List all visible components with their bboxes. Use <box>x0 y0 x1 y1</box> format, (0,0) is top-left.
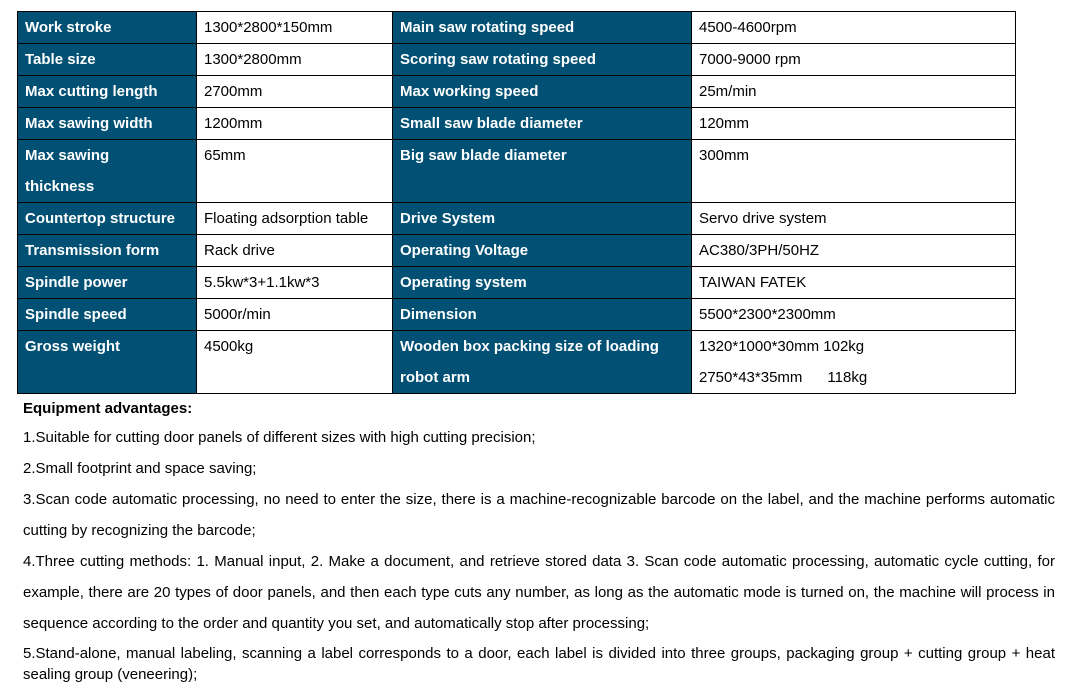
spec-value: Floating adsorption table <box>204 210 369 227</box>
spec-value: 5000r/min <box>204 306 271 323</box>
spec-value-cell <box>197 108 393 140</box>
spec-label: Spindle speed <box>25 306 127 323</box>
spec-value-cell <box>197 12 393 44</box>
spec-label: Table size <box>25 51 96 68</box>
spec-value: 2700mm <box>204 83 263 100</box>
spec-value-cell <box>692 267 1016 299</box>
advantages-title: Equipment advantages: <box>23 400 193 417</box>
spec-label-cell <box>393 140 692 203</box>
spec-row <box>18 235 1016 267</box>
advantage-item: 3.Scan code automatic processing, no need to enter the size, there is a machine-recognizable barcode on the label, and the machine performs automatic cutting by recognizing the barcode; <box>23 491 1055 539</box>
spec-value: 25m/min <box>699 83 757 100</box>
spec-label: Max working speed <box>400 83 539 100</box>
spec-label: Gross weight <box>25 338 121 355</box>
spec-label-cell <box>393 267 692 299</box>
spec-value-cell <box>692 44 1016 76</box>
spec-label: Max sawing <box>25 147 110 164</box>
spec-label: Main saw rotating speed <box>400 19 575 36</box>
spec-row <box>18 12 1016 44</box>
spec-label: Operating system <box>400 274 527 291</box>
spec-label-cell <box>393 235 692 267</box>
spec-label-cell <box>393 299 692 331</box>
spec-value: 1300*2800*150mm <box>204 19 333 36</box>
spec-value-cell <box>692 299 1016 331</box>
spec-value-cell <box>692 203 1016 235</box>
spec-label: Work stroke <box>25 19 112 36</box>
spec-row <box>18 140 1016 203</box>
spec-label: thickness <box>25 178 95 195</box>
spec-value: 4500-4600rpm <box>699 19 797 36</box>
spec-label-cell <box>18 203 197 235</box>
spec-value-cell <box>692 76 1016 108</box>
advantage-item: 5.Stand-alone, manual labeling, scanning a label corresponds to a door, each label is divided into three groups, packaging group + cutting group + heat sealing group (veneering); <box>23 645 1055 683</box>
spec-label-cell <box>18 140 197 203</box>
spec-label: Spindle power <box>25 274 128 291</box>
spec-value-cell <box>197 299 393 331</box>
spec-value: 1200mm <box>204 115 263 132</box>
spec-label: Drive System <box>400 210 496 227</box>
advantage-item: 2.Small footprint and space saving; <box>23 460 257 477</box>
spec-table <box>17 11 1016 394</box>
spec-value-cell <box>692 140 1016 203</box>
spec-label-cell <box>18 267 197 299</box>
spec-label: Dimension <box>400 306 477 323</box>
spec-value-cell <box>197 235 393 267</box>
spec-label: Max sawing width <box>25 115 153 132</box>
spec-label-cell <box>18 108 197 140</box>
spec-value: Servo drive system <box>699 210 827 227</box>
spec-value-cell <box>197 44 393 76</box>
spec-value: 65mm <box>204 147 246 164</box>
spec-value: 5.5kw*3+1.1kw*3 <box>204 274 320 291</box>
spec-label-cell <box>18 12 197 44</box>
spec-label-cell <box>393 44 692 76</box>
spec-value-cell <box>197 140 393 203</box>
spec-row <box>18 299 1016 331</box>
spec-label-cell <box>18 299 197 331</box>
spec-label: Wooden box packing size of loading <box>400 338 659 355</box>
spec-label-cell <box>393 76 692 108</box>
spec-label: Big saw blade diameter <box>400 147 567 164</box>
spec-value-cell <box>692 331 1016 394</box>
spec-label: Countertop structure <box>25 210 175 227</box>
spec-label-cell <box>393 12 692 44</box>
spec-label: Operating Voltage <box>400 242 529 259</box>
spec-value: 4500kg <box>204 338 254 355</box>
advantage-item: 1.Suitable for cutting door panels of different sizes with high cutting precision; <box>23 429 536 446</box>
spec-label: Transmission form <box>25 242 160 259</box>
spec-value: 7000-9000 rpm <box>699 51 801 68</box>
spec-value: AC380/3PH/50HZ <box>699 242 820 259</box>
spec-value-cell <box>197 76 393 108</box>
spec-value: 2750*43*35mm 118kg <box>699 369 868 386</box>
spec-label: robot arm <box>400 369 471 386</box>
spec-value: 120mm <box>699 115 750 132</box>
spec-value-cell <box>692 235 1016 267</box>
spec-value-cell <box>197 331 393 394</box>
spec-label-cell <box>393 203 692 235</box>
spec-label-cell <box>18 331 197 394</box>
spec-row <box>18 331 1016 394</box>
spec-row <box>18 203 1016 235</box>
spec-label-cell <box>18 76 197 108</box>
spec-label-cell <box>393 108 692 140</box>
spec-value-cell <box>197 267 393 299</box>
spec-value: 1320*1000*30mm 102kg <box>699 338 865 355</box>
spec-value-cell <box>692 108 1016 140</box>
spec-label-cell <box>393 331 692 394</box>
spec-row <box>18 76 1016 108</box>
advantages-section <box>23 396 1055 685</box>
spec-value: Rack drive <box>204 242 275 259</box>
spec-value: 1300*2800mm <box>204 51 302 68</box>
spec-row <box>18 108 1016 140</box>
spec-value: TAIWAN FATEK <box>699 274 807 291</box>
spec-row <box>18 267 1016 299</box>
spec-label: Scoring saw rotating speed <box>400 51 596 68</box>
spec-value-cell <box>197 203 393 235</box>
advantage-item: 4.Three cutting methods: 1. Manual input, 2. Make a document, and retrieve stored data 3. Scan code automatic processing, automatic cycle cutting, for example, there are 20 types of door panels, and then each type cuts any number, as long as the automatic mode is turned on, the machine will process in sequence according to the order and quantity you set, and automatically stop after processing; <box>23 553 1055 632</box>
spec-value: 5500*2300*2300mm <box>699 306 836 323</box>
spec-label: Max cutting length <box>25 83 158 100</box>
spec-value-cell <box>692 12 1016 44</box>
spec-label-cell <box>18 44 197 76</box>
spec-label-cell <box>18 235 197 267</box>
spec-label: Small saw blade diameter <box>400 115 583 132</box>
spec-row <box>18 44 1016 76</box>
spec-value: 300mm <box>699 147 750 164</box>
